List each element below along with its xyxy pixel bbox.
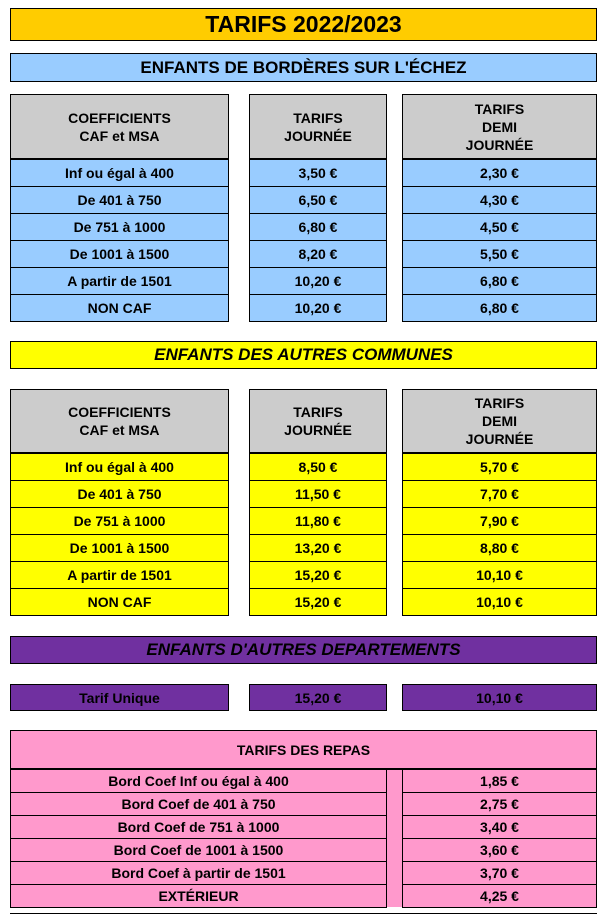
- local-row-2-col-1: [249, 213, 387, 241]
- meals-row-2-price-text: 3,40 €: [480, 819, 519, 835]
- departments-day-price: 15,20 €: [294, 689, 342, 706]
- local-row-5-col-1: [249, 294, 387, 322]
- local-row-3-col-1-text: 8,20 €: [298, 246, 338, 262]
- other-row-3-col-2: [402, 534, 597, 562]
- local-row-4-col-2-text: 6,80 €: [480, 273, 519, 289]
- local-header-2: [402, 94, 597, 159]
- meals-row-2-label: [10, 815, 387, 839]
- local-row-3-col-0-text: De 1001 à 1500: [69, 246, 170, 262]
- other-row-4-col-2-text: 10,10 €: [476, 567, 523, 583]
- local-row-0-col-1-text: 3,50 €: [298, 165, 338, 181]
- local-row-0-col-0-text: Inf ou égal à 400: [65, 165, 174, 181]
- local-row-3-col-2: [402, 240, 597, 268]
- page-title: [10, 8, 597, 41]
- local-row-4-col-1: [249, 267, 387, 295]
- other-row-2-col-2: [402, 507, 597, 535]
- meals-row-4-price-text: 3,70 €: [480, 865, 519, 881]
- other-row-3-col-1: [249, 534, 387, 562]
- other-row-4-col-0: [10, 561, 229, 589]
- departments-label-cell: [10, 684, 229, 711]
- other-section-title: ENFANTS DES AUTRES COMMUNES: [154, 345, 453, 364]
- other-row-3-col-0: [10, 534, 229, 562]
- other-row-1-col-1-text: 11,50 €: [295, 486, 341, 502]
- other-row-5-col-1-text: 15,20 €: [294, 594, 342, 610]
- local-row-3-col-0: [10, 240, 229, 268]
- local-row-2-col-2: [402, 213, 597, 241]
- other-row-3-col-1-text: 13,20 €: [294, 540, 342, 556]
- local-row-2-col-2-text: 4,50 €: [480, 219, 519, 235]
- local-row-1-col-2-text: 4,30 €: [480, 192, 519, 208]
- other-header-2: [402, 389, 597, 453]
- meals-row-2-price: [402, 815, 597, 839]
- bottom-rule: [10, 913, 597, 914]
- other-row-4-col-1: [249, 561, 387, 589]
- other-header-2-text: TARIFS DEMI JOURNÉE: [465, 395, 534, 447]
- local-row-0-col-2-text: 2,30 €: [480, 165, 519, 181]
- departments-section-banner: [10, 636, 597, 664]
- meals-row-4-label: [10, 861, 387, 885]
- other-row-5-col-0-text: NON CAF: [87, 594, 152, 610]
- other-header-1-text: TARIFS JOURNÉE: [284, 404, 352, 438]
- local-row-4-col-2: [402, 267, 597, 295]
- meals-row-4-price: [402, 861, 597, 885]
- other-row-0-col-2: [402, 453, 597, 481]
- meals-row-0-price-text: 1,85 €: [480, 773, 519, 789]
- meals-header: [10, 730, 597, 769]
- local-row-0-col-0: [10, 159, 229, 187]
- other-row-4-col-2: [402, 561, 597, 589]
- local-row-4-col-0: [10, 267, 229, 295]
- other-row-1-col-2: [402, 480, 597, 508]
- other-row-4-col-0-text: A partir de 1501: [67, 567, 172, 583]
- local-header-1: [249, 94, 387, 159]
- meals-row-5-price: [402, 884, 597, 908]
- local-header-2-text: TARIFS DEMI JOURNÉE: [465, 100, 534, 153]
- other-row-5-col-2: [402, 588, 597, 616]
- other-row-2-col-0: [10, 507, 229, 535]
- meals-row-0-price: [402, 769, 597, 793]
- local-header-0: [10, 94, 229, 159]
- meals-row-5-label: [10, 884, 387, 908]
- local-row-2-col-0: [10, 213, 229, 241]
- meals-row-3-price: [402, 838, 597, 862]
- meals-row-0-label: [10, 769, 387, 793]
- local-header-0-text: COEFFICIENTS CAF et MSA: [68, 109, 171, 144]
- meals-header-text: TARIFS DES REPAS: [236, 741, 371, 758]
- other-row-1-col-0: [10, 480, 229, 508]
- local-row-1-col-1: [249, 186, 387, 214]
- other-header-0-text: COEFFICIENTS CAF et MSA: [68, 404, 171, 438]
- departments-half-price: 10,10 €: [476, 689, 523, 706]
- meals-gap-fill: [387, 769, 402, 907]
- local-section-title: ENFANTS DE BORDÈRES SUR L'ÉCHEZ: [140, 57, 467, 77]
- local-row-4-col-1-text: 10,20 €: [294, 273, 342, 289]
- departments-label: Tarif Unique: [79, 689, 160, 706]
- local-row-2-col-1-text: 6,80 €: [298, 219, 338, 235]
- local-row-3-col-1: [249, 240, 387, 268]
- meals-row-1-label: [10, 792, 387, 816]
- other-row-1-col-1: [249, 480, 387, 508]
- local-row-0-col-2: [402, 159, 597, 187]
- departments-half-cell: [402, 684, 597, 711]
- meals-row-3-price-text: 3,60 €: [480, 842, 519, 858]
- other-header-1: [249, 389, 387, 453]
- local-row-1-col-1-text: 6,50 €: [298, 192, 338, 208]
- page-title-text: TARIFS 2022/2023: [205, 11, 402, 37]
- local-row-2-col-0-text: De 751 à 1000: [73, 219, 166, 235]
- other-section-banner: [10, 341, 597, 369]
- meals-row-3-label-text: Bord Coef de 1001 à 1500: [113, 842, 284, 858]
- local-row-1-col-0-text: De 401 à 750: [77, 192, 162, 208]
- other-row-5-col-2-text: 10,10 €: [476, 594, 523, 610]
- other-row-2-col-1-text: 11,80 €: [295, 513, 341, 529]
- meals-row-1-label-text: Bord Coef de 401 à 750: [121, 796, 276, 812]
- meals-row-5-price-text: 4,25 €: [480, 888, 519, 904]
- other-row-2-col-1: [249, 507, 387, 535]
- other-row-0-col-0-text: Inf ou égal à 400: [65, 459, 174, 475]
- local-section-banner: [10, 53, 597, 82]
- other-row-0-col-2-text: 5,70 €: [480, 459, 519, 475]
- other-row-2-col-0-text: De 751 à 1000: [73, 513, 166, 529]
- meals-row-2-label-text: Bord Coef de 751 à 1000: [117, 819, 280, 835]
- departments-section-title: ENFANTS D'AUTRES DEPARTEMENTS: [146, 640, 461, 659]
- other-row-1-col-0-text: De 401 à 750: [77, 486, 162, 502]
- meals-row-0-label-text: Bord Coef Inf ou égal à 400: [108, 773, 289, 789]
- other-row-0-col-1: [249, 453, 387, 481]
- other-row-5-col-1: [249, 588, 387, 616]
- local-row-1-col-2: [402, 186, 597, 214]
- other-row-5-col-0: [10, 588, 229, 616]
- other-header-0: [10, 389, 229, 453]
- local-row-5-col-1-text: 10,20 €: [294, 300, 342, 316]
- departments-day-cell: [249, 684, 387, 711]
- local-row-5-col-0-text: NON CAF: [87, 300, 152, 316]
- meals-row-1-price: [402, 792, 597, 816]
- local-row-1-col-0: [10, 186, 229, 214]
- local-row-5-col-0: [10, 294, 229, 322]
- local-header-1-text: TARIFS JOURNÉE: [284, 109, 352, 144]
- local-row-4-col-0-text: A partir de 1501: [67, 273, 172, 289]
- meals-row-1-price-text: 2,75 €: [480, 796, 519, 812]
- other-row-2-col-2-text: 7,90 €: [480, 513, 519, 529]
- local-row-0-col-1: [249, 159, 387, 187]
- other-row-0-col-0: [10, 453, 229, 481]
- meals-row-5-label-text: EXTÉRIEUR: [158, 888, 239, 904]
- meals-row-4-label-text: Bord Coef à partir de 1501: [111, 865, 286, 881]
- meals-row-3-label: [10, 838, 387, 862]
- local-row-3-col-2-text: 5,50 €: [480, 246, 519, 262]
- local-row-5-col-2-text: 6,80 €: [480, 300, 519, 316]
- other-row-3-col-2-text: 8,80 €: [480, 540, 519, 556]
- other-row-4-col-1-text: 15,20 €: [294, 567, 342, 583]
- other-row-0-col-1-text: 8,50 €: [298, 459, 338, 475]
- local-row-5-col-2: [402, 294, 597, 322]
- other-row-1-col-2-text: 7,70 €: [480, 486, 519, 502]
- other-row-3-col-0-text: De 1001 à 1500: [69, 540, 170, 556]
